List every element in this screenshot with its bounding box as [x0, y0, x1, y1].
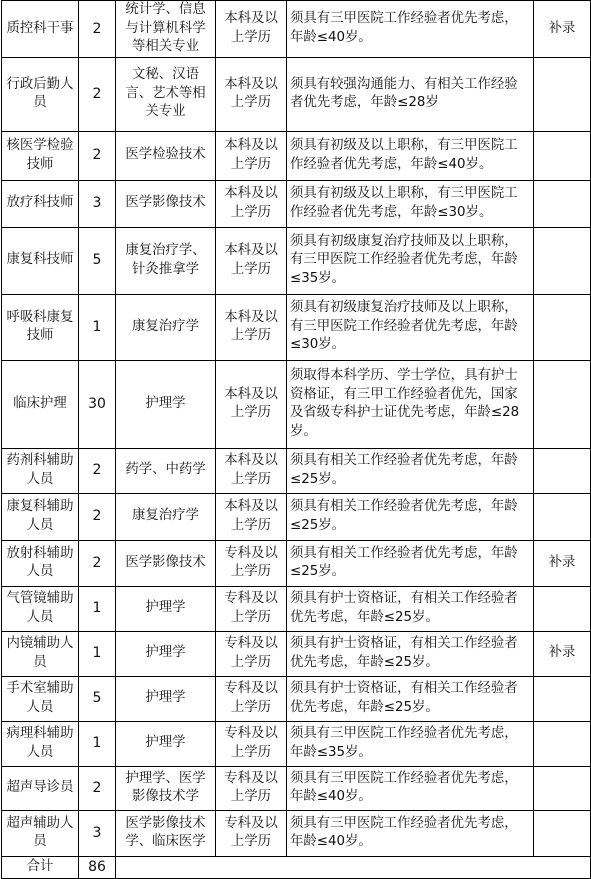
count-cell: 30	[79, 360, 116, 448]
position-cell: 临床护理	[2, 360, 79, 448]
major-cell: 护理学	[116, 631, 216, 676]
requirement-cell: 须具有护士资格证，有相关工作经验者优先考虑，年龄≤25岁。	[287, 676, 534, 721]
count-cell: 2	[79, 493, 116, 540]
education-cell: 专科及以上学历	[216, 810, 287, 856]
note-cell	[534, 721, 591, 766]
position-cell: 质控科干事	[2, 1, 79, 58]
major-cell: 统计学、信息与计算机科学等相关专业	[116, 1, 216, 58]
table-row	[2, 57, 591, 131]
count-cell: 1	[79, 294, 116, 360]
note-cell: 补录	[534, 540, 591, 586]
note-cell	[534, 57, 591, 131]
position-cell: 超声导诊员	[2, 766, 79, 810]
requirement-cell: 须具有三甲医院工作经验者优先考虑，年龄≤35岁。	[287, 721, 534, 766]
table-row	[2, 631, 591, 676]
total-empty-cell	[116, 856, 591, 878]
position-cell: 超声辅助人员	[2, 810, 79, 856]
major-cell: 护理学	[116, 676, 216, 721]
position-cell: 放射科辅助人员	[2, 540, 79, 586]
major-cell: 护理学	[116, 360, 216, 448]
count-cell: 2	[79, 131, 116, 180]
total-count: 86	[79, 856, 116, 878]
count-cell: 2	[79, 448, 116, 493]
count-cell: 5	[79, 227, 116, 294]
count-cell: 1	[79, 586, 116, 631]
requirement-cell: 须取得本科学历、学士学位，具有护士资格证，有三甲工作经验者优先，国家及省级专科护士证优先考虑，年龄≤28岁。	[287, 360, 534, 448]
note-cell	[534, 766, 591, 810]
table-row	[2, 227, 591, 294]
position-cell: 行政后勤人员	[2, 57, 79, 131]
note-cell: 补录	[534, 631, 591, 676]
table-row	[2, 131, 591, 180]
table-row	[2, 493, 591, 540]
note-cell	[534, 294, 591, 360]
table-row	[2, 294, 591, 360]
position-cell: 病理科辅助人员	[2, 721, 79, 766]
education-cell: 专科及以上学历	[216, 586, 287, 631]
major-cell: 医学检验技术	[116, 131, 216, 180]
education-cell: 专科及以上学历	[216, 676, 287, 721]
education-cell: 本科及以上学历	[216, 493, 287, 540]
major-cell: 康复治疗学	[116, 294, 216, 360]
note-cell: 补录	[534, 1, 591, 58]
position-cell: 核医学检验技师	[2, 131, 79, 180]
major-cell: 康复治疗学、针灸推拿学	[116, 227, 216, 294]
note-cell	[534, 180, 591, 227]
requirement-cell: 须具有护士资格证，有相关工作经验者优先考虑，年龄≤25岁。	[287, 586, 534, 631]
education-cell: 本科及以上学历	[216, 448, 287, 493]
note-cell	[534, 131, 591, 180]
education-cell: 本科及以上学历	[216, 180, 287, 227]
note-cell	[534, 586, 591, 631]
table-row	[2, 448, 591, 493]
total-label: 合计	[2, 856, 79, 878]
note-cell	[534, 676, 591, 721]
count-cell: 3	[79, 810, 116, 856]
education-cell: 本科及以上学历	[216, 1, 287, 58]
requirement-cell: 须具有护士资格证，有相关工作经验者优先考虑，年龄≤25岁。	[287, 631, 534, 676]
major-cell: 康复治疗学	[116, 493, 216, 540]
count-cell: 2	[79, 1, 116, 58]
education-cell: 专科及以上学历	[216, 721, 287, 766]
position-cell: 康复科辅助人员	[2, 493, 79, 540]
requirement-cell: 须具有初级及以上职称，有三甲医院工作经验者优先考虑，年龄≤40岁。	[287, 131, 534, 180]
education-cell: 本科及以上学历	[216, 294, 287, 360]
count-cell: 1	[79, 721, 116, 766]
requirement-cell: 须具有初级及以上职称，有三甲医院工作经验者优先考虑，年龄≤30岁。	[287, 180, 534, 227]
education-cell: 本科及以上学历	[216, 360, 287, 448]
recruitment-table-body	[2, 1, 591, 879]
requirement-cell: 须具有初级康复治疗技师及以上职称，有三甲医院工作经验者优先考虑，年龄≤30岁。	[287, 294, 534, 360]
table-row	[2, 180, 591, 227]
education-cell: 本科及以上学历	[216, 57, 287, 131]
position-cell: 放疗科技师	[2, 180, 79, 227]
total-row	[2, 856, 591, 878]
education-cell: 专科及以上学历	[216, 631, 287, 676]
position-cell: 气管镜辅助人员	[2, 586, 79, 631]
requirement-cell: 须具有相关工作经验者优先考虑，年龄≤25岁。	[287, 493, 534, 540]
position-cell: 呼吸科康复技师	[2, 294, 79, 360]
requirement-cell: 须具有初级康复治疗技师及以上职称，有三甲医院工作经验者优先考虑，年龄≤35岁。	[287, 227, 534, 294]
table-row	[2, 721, 591, 766]
table-row	[2, 540, 591, 586]
requirement-cell: 须具有相关工作经验者优先考虑，年龄≤25岁。	[287, 540, 534, 586]
major-cell: 药学、中药学	[116, 448, 216, 493]
requirement-cell: 须具有三甲医院工作经验者优先考虑，年龄≤40岁。	[287, 766, 534, 810]
position-cell: 内镜辅助人员	[2, 631, 79, 676]
count-cell: 5	[79, 676, 116, 721]
count-cell: 1	[79, 631, 116, 676]
education-cell: 专科及以上学历	[216, 540, 287, 586]
count-cell: 2	[79, 766, 116, 810]
count-cell: 3	[79, 180, 116, 227]
count-cell: 2	[79, 540, 116, 586]
major-cell: 护理学、医学影像技术学	[116, 766, 216, 810]
note-cell	[534, 360, 591, 448]
table-row	[2, 766, 591, 810]
note-cell	[534, 810, 591, 856]
table-row	[2, 810, 591, 856]
note-cell	[534, 227, 591, 294]
position-cell: 药剂科辅助人员	[2, 448, 79, 493]
major-cell: 护理学	[116, 586, 216, 631]
position-cell: 手术室辅助人员	[2, 676, 79, 721]
major-cell: 文秘、汉语言、艺术等相关专业	[116, 57, 216, 131]
table-row	[2, 676, 591, 721]
education-cell: 本科及以上学历	[216, 227, 287, 294]
education-cell: 本科及以上学历	[216, 131, 287, 180]
requirement-cell: 须具有三甲医院工作经验者优先考虑，年龄≤40岁。	[287, 1, 534, 58]
major-cell: 护理学	[116, 721, 216, 766]
major-cell: 医学影像技术	[116, 180, 216, 227]
count-cell: 2	[79, 57, 116, 131]
requirement-cell: 须具有较强沟通能力、有相关工作经验者优先考虑，年龄≤28岁	[287, 57, 534, 131]
major-cell: 医学影像技术学、临床医学	[116, 810, 216, 856]
note-cell	[534, 448, 591, 493]
table-row	[2, 1, 591, 58]
table-row	[2, 586, 591, 631]
requirement-cell: 须具有三甲医院工作经验者优先考虑，年龄≤40岁。	[287, 810, 534, 856]
recruitment-table	[1, 0, 591, 879]
note-cell	[534, 493, 591, 540]
table-row	[2, 360, 591, 448]
education-cell: 专科及以上学历	[216, 766, 287, 810]
major-cell: 医学影像技术	[116, 540, 216, 586]
requirement-cell: 须具有相关工作经验者优先考虑，年龄≤25岁。	[287, 448, 534, 493]
position-cell: 康复科技师	[2, 227, 79, 294]
